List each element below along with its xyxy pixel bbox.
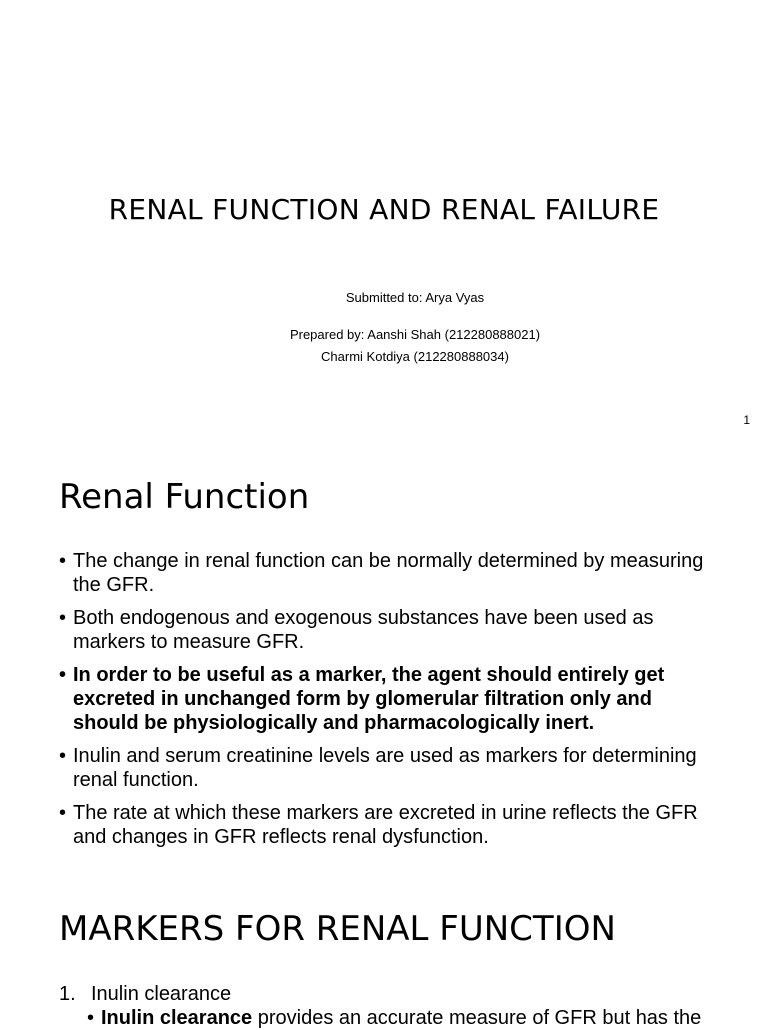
numbered-item [59,982,759,1006]
bullet-icon: • [59,745,67,767]
sub-bullet-bold-text: Inulin clearance [101,1007,253,1029]
prepared-by-line-1: Prepared by: Aanshi Shah (212280888021) [289,327,541,342]
prepared-by-line-2: Charmi Kotdiya (212280888034) [321,349,509,364]
item-number: 1. [59,983,76,1005]
presentation-title: RENAL FUNCTION AND RENAL FAILURE [108,193,660,226]
bullet-text: The change in renal function can be normally determined by measuring the GFR. [73,550,704,596]
slide-title: Renal Function [59,477,310,517]
bullet-text: In order to be useful as a marker, the agent should entirely get excreted in unchanged form by glomerular filtration only and should be physiologically and pharmacologically inert. [73,664,665,734]
bullet-item [59,801,719,849]
title-slide [0,0,768,432]
markers-slide [0,864,768,1029]
bullet-text: Inulin and serum creatinine levels are used as markers for determining renal function. [73,745,697,791]
numbered-list [59,982,759,1030]
bullet-icon: • [59,550,67,572]
item-label: Inulin clearance [91,983,232,1005]
bullet-item [59,549,719,597]
bullet-text: The rate at which these markers are excreted in urine reflects the GFR and changes in GFR reflects renal dysfunction. [73,802,698,848]
bullet-icon: • [87,1007,95,1029]
bullet-list [59,549,719,858]
bullet-item [59,606,719,654]
bullet-icon: • [59,607,67,629]
bullet-icon: • [59,664,67,686]
page-number: 1 [743,413,750,427]
sub-bullet-item [59,1006,759,1030]
submitted-to: Submitted to: Arya Vyas [345,290,485,305]
renal-function-slide [0,432,768,864]
slide-title: MARKERS FOR RENAL FUNCTION [59,909,616,949]
bullet-icon: • [59,802,67,824]
bullet-item [59,744,719,792]
bullet-text: Both endogenous and exogenous substances have been used as markers to measure GFR. [73,607,654,653]
prepared-by [0,324,768,368]
sub-bullet-text: provides an accurate measure of GFR but has the [252,1007,702,1029]
bullet-item-bold [59,663,719,735]
